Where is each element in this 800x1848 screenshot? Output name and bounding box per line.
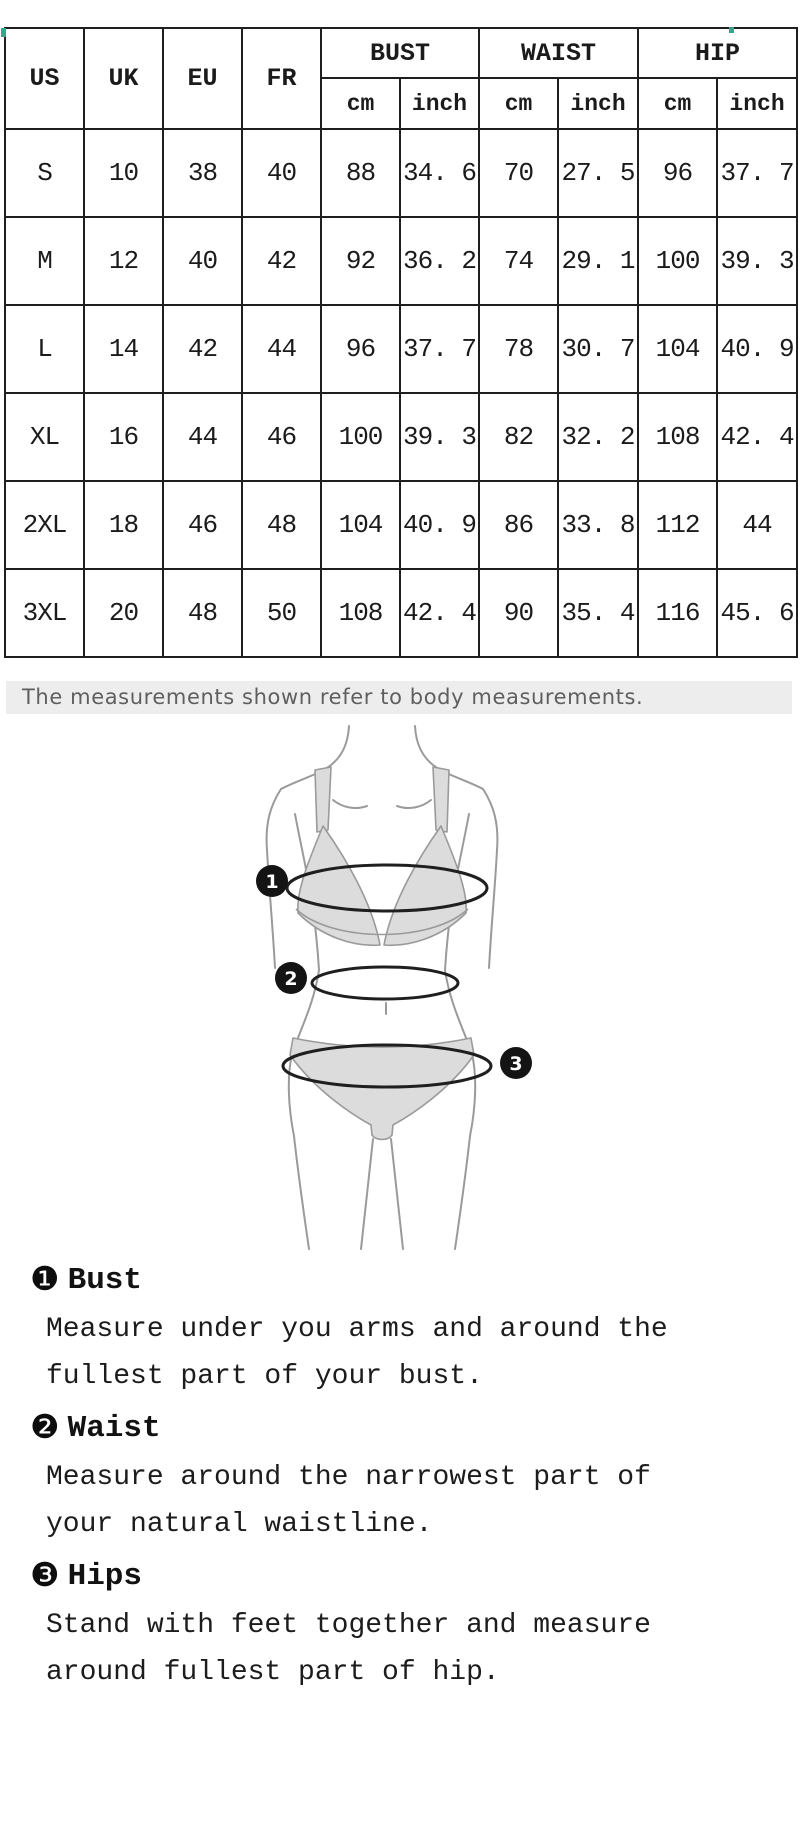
col-header-fr: FR xyxy=(242,28,321,129)
guide-text-line: fullest part of your bust. xyxy=(46,1361,483,1392)
guide-text-line: Measure under you arms and around the xyxy=(46,1314,668,1345)
hips-number-icon: ❸ xyxy=(30,1555,60,1594)
guide-text-line: Measure around the narrowest part of xyxy=(46,1462,651,1493)
sub-header-waist-cm: cm xyxy=(479,78,558,129)
table-row xyxy=(5,481,797,569)
value-cell: 30. 7 xyxy=(558,305,638,393)
col-header-waist: WAIST xyxy=(479,28,638,78)
waist-number-icon: ❷ xyxy=(30,1407,60,1446)
size-cell: M xyxy=(5,217,84,305)
bikini-top xyxy=(298,767,466,945)
size-cell: XL xyxy=(5,393,84,481)
sub-header-waist-inch: inch xyxy=(558,78,638,129)
value-cell: 92 xyxy=(321,217,400,305)
size-cell: L xyxy=(5,305,84,393)
guide-text-line: around fullest part of hip. xyxy=(46,1657,500,1688)
value-cell: 100 xyxy=(321,393,400,481)
value-cell: 29. 1 xyxy=(558,217,638,305)
table-row xyxy=(5,393,797,481)
value-cell: 36. 2 xyxy=(400,217,479,305)
value-cell: 42 xyxy=(163,305,242,393)
table-row xyxy=(5,569,797,657)
value-cell: 44 xyxy=(717,481,797,569)
value-cell: 45. 6 xyxy=(717,569,797,657)
guide-section-bust xyxy=(0,1252,760,1400)
waist-marker-number: 2 xyxy=(284,968,298,990)
value-cell: 86 xyxy=(479,481,558,569)
value-cell: 37. 7 xyxy=(717,129,797,217)
value-cell: 27. 5 xyxy=(558,129,638,217)
value-cell: 42 xyxy=(242,217,321,305)
value-cell: 46 xyxy=(242,393,321,481)
waist-measure-line xyxy=(312,967,458,999)
value-cell: 46 xyxy=(163,481,242,569)
value-cell: 38 xyxy=(163,129,242,217)
value-cell: 70 xyxy=(479,129,558,217)
value-cell: 104 xyxy=(321,481,400,569)
green-corner-artifact xyxy=(729,27,734,33)
value-cell: 90 xyxy=(479,569,558,657)
value-cell: 37. 7 xyxy=(400,305,479,393)
value-cell: 12 xyxy=(84,217,163,305)
value-cell: 100 xyxy=(638,217,717,305)
guide-section-waist xyxy=(0,1400,760,1548)
col-header-hip: HIP xyxy=(638,28,797,78)
value-cell: 108 xyxy=(321,569,400,657)
value-cell: 32. 2 xyxy=(558,393,638,481)
value-cell: 88 xyxy=(321,129,400,217)
value-cell: 48 xyxy=(242,481,321,569)
value-cell: 50 xyxy=(242,569,321,657)
sub-header-bust-cm: cm xyxy=(321,78,400,129)
value-cell: 39. 3 xyxy=(717,217,797,305)
bust-number-icon: ❶ xyxy=(30,1259,60,1298)
value-cell: 18 xyxy=(84,481,163,569)
value-cell: 10 xyxy=(84,129,163,217)
value-cell: 78 xyxy=(479,305,558,393)
table-row xyxy=(5,305,797,393)
value-cell: 40 xyxy=(242,129,321,217)
measuring-guide xyxy=(0,1252,760,1696)
guide-heading xyxy=(30,1548,760,1602)
guide-text-line: your natural waistline. xyxy=(46,1509,433,1540)
guide-title: Hips xyxy=(67,1559,143,1594)
value-cell: 116 xyxy=(638,569,717,657)
value-cell: 40 xyxy=(163,217,242,305)
size-cell: S xyxy=(5,129,84,217)
body-measurement-figure xyxy=(182,716,582,1251)
green-corner-artifact xyxy=(1,28,6,37)
value-cell: 34. 6 xyxy=(400,129,479,217)
value-cell: 44 xyxy=(163,393,242,481)
col-header-us: US xyxy=(5,28,84,129)
value-cell: 33. 8 xyxy=(558,481,638,569)
value-cell: 104 xyxy=(638,305,717,393)
measurement-note: The measurements shown refer to body measurements. xyxy=(6,681,792,714)
sub-header-hip-inch: inch xyxy=(717,78,797,129)
value-cell: 42. 4 xyxy=(717,393,797,481)
sub-header-bust-inch: inch xyxy=(400,78,479,129)
col-header-uk: UK xyxy=(84,28,163,129)
guide-text-line: Stand with feet together and measure xyxy=(46,1610,651,1641)
size-table xyxy=(4,27,798,658)
sub-header-hip-cm: cm xyxy=(638,78,717,129)
value-cell: 40. 9 xyxy=(400,481,479,569)
value-cell: 96 xyxy=(321,305,400,393)
guide-heading xyxy=(30,1400,760,1454)
value-cell: 48 xyxy=(163,569,242,657)
guide-heading xyxy=(30,1252,760,1306)
value-cell: 108 xyxy=(638,393,717,481)
value-cell: 16 xyxy=(84,393,163,481)
value-cell: 112 xyxy=(638,481,717,569)
bust-marker-number: 1 xyxy=(265,871,279,893)
col-header-eu: EU xyxy=(163,28,242,129)
size-cell: 3XL xyxy=(5,569,84,657)
value-cell: 42. 4 xyxy=(400,569,479,657)
guide-title: Bust xyxy=(67,1263,143,1298)
guide-title: Waist xyxy=(67,1411,161,1446)
value-cell: 96 xyxy=(638,129,717,217)
value-cell: 40. 9 xyxy=(717,305,797,393)
value-cell: 39. 3 xyxy=(400,393,479,481)
size-cell: 2XL xyxy=(5,481,84,569)
value-cell: 44 xyxy=(242,305,321,393)
hip-marker-number: 3 xyxy=(509,1053,523,1075)
value-cell: 35. 4 xyxy=(558,569,638,657)
bikini-bottom xyxy=(290,1038,474,1140)
value-cell: 14 xyxy=(84,305,163,393)
value-cell: 20 xyxy=(84,569,163,657)
guide-section-hips xyxy=(0,1548,760,1696)
table-row xyxy=(5,217,797,305)
value-cell: 74 xyxy=(479,217,558,305)
table-row xyxy=(5,129,797,217)
value-cell: 82 xyxy=(479,393,558,481)
col-header-bust: BUST xyxy=(321,28,479,78)
